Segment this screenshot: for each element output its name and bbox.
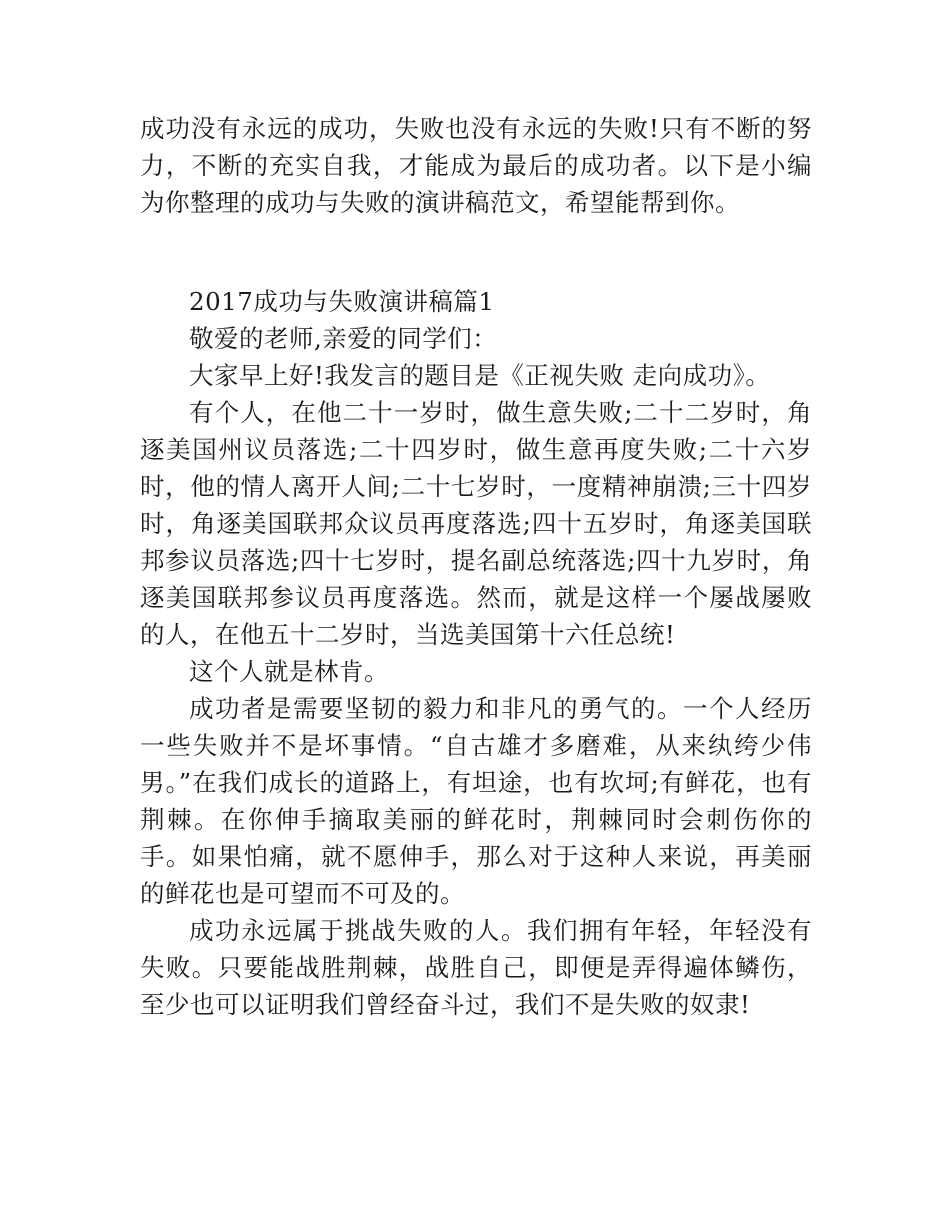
speech-heading: 2017成功与失败演讲稿篇1: [189, 287, 495, 316]
perseverance-paragraph: 成功者是需要坚韧的毅力和非凡的勇气的。一个人经历一些失败并不是坏事情。“自古雄才多磨难，从来纨绔少伟男。”在我们成长的道路上，有坦途，也有坎坷;有鲜花，也有荆棘。在你伸手摘取美丽的鲜花时，荆棘同时会刺伤你的手。如果怕痛，就不愿伸手，那么对于这种人来说，再美丽的鲜花也是可望而不可及的。: [140, 694, 812, 908]
challenge-failure-paragraph: 成功永远属于挑战失败的人。我们拥有年轻，年轻没有失败。只要能战胜荆棘，战胜自己，即便是弄得遍体鳞伤，至少也可以证明我们曾经奋斗过，我们不是失败的奴隶!: [140, 916, 812, 1019]
lincoln-reveal-paragraph: 这个人就是林肯。: [189, 657, 389, 686]
greeting-paragraph: 大家早上好!我发言的题目是《正视失败 走向成功》。: [189, 361, 771, 390]
lincoln-story-paragraph: 有个人，在他二十一岁时，做生意失败;二十二岁时，角逐美国州议员落选;二十四岁时，做生意再度失败;二十六岁时，他的情人离开人间;二十七岁时，一度精神崩溃;三十四岁时，角逐美国联邦众议员再度落选;四十五岁时，角逐美国联邦参议员落选;四十七岁时，提名副总统落选;四十九岁时，角逐美国联邦参议员再度落选。然而，就是这样一个屡战屡败的人，在他五十二岁时，当选美国第十六任总统!: [140, 398, 812, 649]
speech-body: [140, 283, 812, 1023]
salutation: 敬爱的老师,亲爱的同学们：: [189, 324, 498, 353]
intro-paragraph: 成功没有永远的成功，失败也没有永远的失败!只有不断的努力，不断的充实自我，才能成为最后的成功者。以下是小编为你整理的成功与失败的演讲稿范文，希望能帮到你。: [140, 114, 812, 217]
